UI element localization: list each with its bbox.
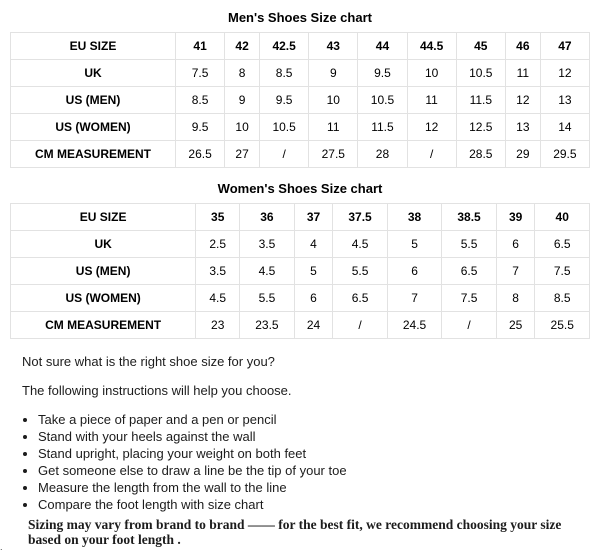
size-value-cell: 39 [496,204,535,231]
size-value-cell: 27.5 [309,141,358,168]
size-value-cell: 10 [407,60,456,87]
size-value-cell: 8 [496,285,535,312]
sizing-note: Sizing may vary from brand to brand —— for the best fit, we recommend choosing your size based on your foot length . [28,517,562,547]
row-label-cell: EU SIZE [11,33,176,60]
size-value-cell: 28.5 [456,141,505,168]
size-value-cell: 11.5 [456,87,505,114]
guide-question: Not sure what is the right shoe size for you? [22,354,275,369]
size-value-cell: 5.5 [442,231,497,258]
guide-step: • Compare the foot length with size chart [38,498,576,512]
size-value-cell: 10 [309,87,358,114]
guide-step: • Stand with your heels against the wall [38,430,576,444]
size-value-cell: 7.5 [176,60,225,87]
row-label-cell: US (WOMEN) [11,114,176,141]
row-label-cell: US (MEN) [11,87,176,114]
size-value-cell: 27 [225,141,260,168]
size-value-cell: 41 [176,33,225,60]
table-row [11,258,590,285]
size-value-cell: 3.5 [240,231,295,258]
size-value-cell: 7.5 [442,285,497,312]
size-value-cell: 38 [387,204,442,231]
size-value-cell: 12.5 [456,114,505,141]
size-value-cell: 35 [196,204,240,231]
size-value-cell: 10.5 [260,114,309,141]
mens-size-chart-section [0,0,600,168]
size-value-cell: 4 [294,231,333,258]
size-value-cell: 6.5 [442,258,497,285]
size-value-cell: 8 [225,60,260,87]
table-row [11,114,590,141]
size-value-cell: 9.5 [358,60,407,87]
table-row [11,285,590,312]
size-value-cell: 24.5 [387,312,442,339]
size-value-cell: 6 [496,231,535,258]
table-row [11,231,590,258]
table-row [11,141,590,168]
size-value-cell: 11 [505,60,540,87]
guide-step: • Stand upright, placing your weight on both feet [38,447,576,461]
stray-dot: . [0,542,3,552]
size-value-cell: 36 [240,204,295,231]
size-value-cell: 2.5 [196,231,240,258]
size-value-cell: 37.5 [333,204,388,231]
table-row [11,87,590,114]
size-value-cell: 9 [225,87,260,114]
size-value-cell: 6 [387,258,442,285]
guide-step: • Get someone else to draw a line be the tip of your toe [38,464,576,478]
row-label-cell: UK [11,231,196,258]
size-value-cell: 5.5 [333,258,388,285]
guide-step: • Take a piece of paper and a pen or pencil [38,413,576,427]
table-row [11,60,590,87]
row-label-cell: UK [11,60,176,87]
womens-size-chart-section [0,168,600,339]
size-value-cell: 9.5 [260,87,309,114]
size-value-cell: 5 [294,258,333,285]
mens-chart-title: Men's Shoes Size chart [228,10,372,25]
size-value-cell: 42.5 [260,33,309,60]
row-label-cell: US (MEN) [11,258,196,285]
size-value-cell: 12 [540,60,589,87]
size-value-cell: 26.5 [176,141,225,168]
size-value-cell: 11.5 [358,114,407,141]
size-value-cell: 23.5 [240,312,295,339]
table-row [11,33,590,60]
size-value-cell: 6.5 [535,231,590,258]
size-value-cell: 37 [294,204,333,231]
size-value-cell: 10 [225,114,260,141]
size-value-cell: 44 [358,33,407,60]
size-value-cell: 23 [196,312,240,339]
size-value-cell: 4.5 [240,258,295,285]
size-value-cell: 38.5 [442,204,497,231]
size-value-cell: 7 [387,285,442,312]
size-value-cell: 10.5 [456,60,505,87]
size-value-cell: / [442,312,497,339]
row-label-cell: EU SIZE [11,204,196,231]
table-row [11,312,590,339]
size-value-cell: 14 [540,114,589,141]
size-value-cell: 7.5 [535,258,590,285]
row-label-cell: US (WOMEN) [11,285,196,312]
size-value-cell: 5.5 [240,285,295,312]
size-value-cell: 42 [225,33,260,60]
size-value-cell: 11 [407,87,456,114]
womens-size-table [10,203,590,339]
size-value-cell: 4.5 [333,231,388,258]
size-value-cell: 25.5 [535,312,590,339]
size-value-cell: 9 [309,60,358,87]
size-value-cell: 3.5 [196,258,240,285]
size-value-cell: 7 [496,258,535,285]
guide-step: • Measure the length from the wall to the line [38,481,576,495]
size-value-cell: 8.5 [176,87,225,114]
size-value-cell: 29.5 [540,141,589,168]
size-value-cell: 44.5 [407,33,456,60]
guide-steps-list [22,413,576,512]
fitting-guide [22,355,576,547]
size-value-cell: / [407,141,456,168]
size-value-cell: 10.5 [358,87,407,114]
size-value-cell: 8.5 [260,60,309,87]
mens-size-table [10,32,590,168]
size-value-cell: 9.5 [176,114,225,141]
size-value-cell: 25 [496,312,535,339]
size-value-cell: 46 [505,33,540,60]
size-value-cell: 12 [407,114,456,141]
size-value-cell: 6.5 [333,285,388,312]
table-row [11,204,590,231]
size-value-cell: 29 [505,141,540,168]
size-value-cell: 13 [540,87,589,114]
size-value-cell: / [260,141,309,168]
size-value-cell: 6 [294,285,333,312]
size-value-cell: 4.5 [196,285,240,312]
size-value-cell: 43 [309,33,358,60]
size-value-cell: 28 [358,141,407,168]
womens-chart-title: Women's Shoes Size chart [217,181,383,196]
size-value-cell: 13 [505,114,540,141]
size-value-cell: 12 [505,87,540,114]
row-label-cell: CM MEASUREMENT [11,141,176,168]
size-value-cell: 5 [387,231,442,258]
size-value-cell: 24 [294,312,333,339]
size-value-cell: / [333,312,388,339]
size-value-cell: 8.5 [535,285,590,312]
size-value-cell: 11 [309,114,358,141]
size-value-cell: 45 [456,33,505,60]
size-value-cell: 40 [535,204,590,231]
row-label-cell: CM MEASUREMENT [11,312,196,339]
guide-intro: The following instructions will help you choose. [22,383,292,398]
size-value-cell: 47 [540,33,589,60]
